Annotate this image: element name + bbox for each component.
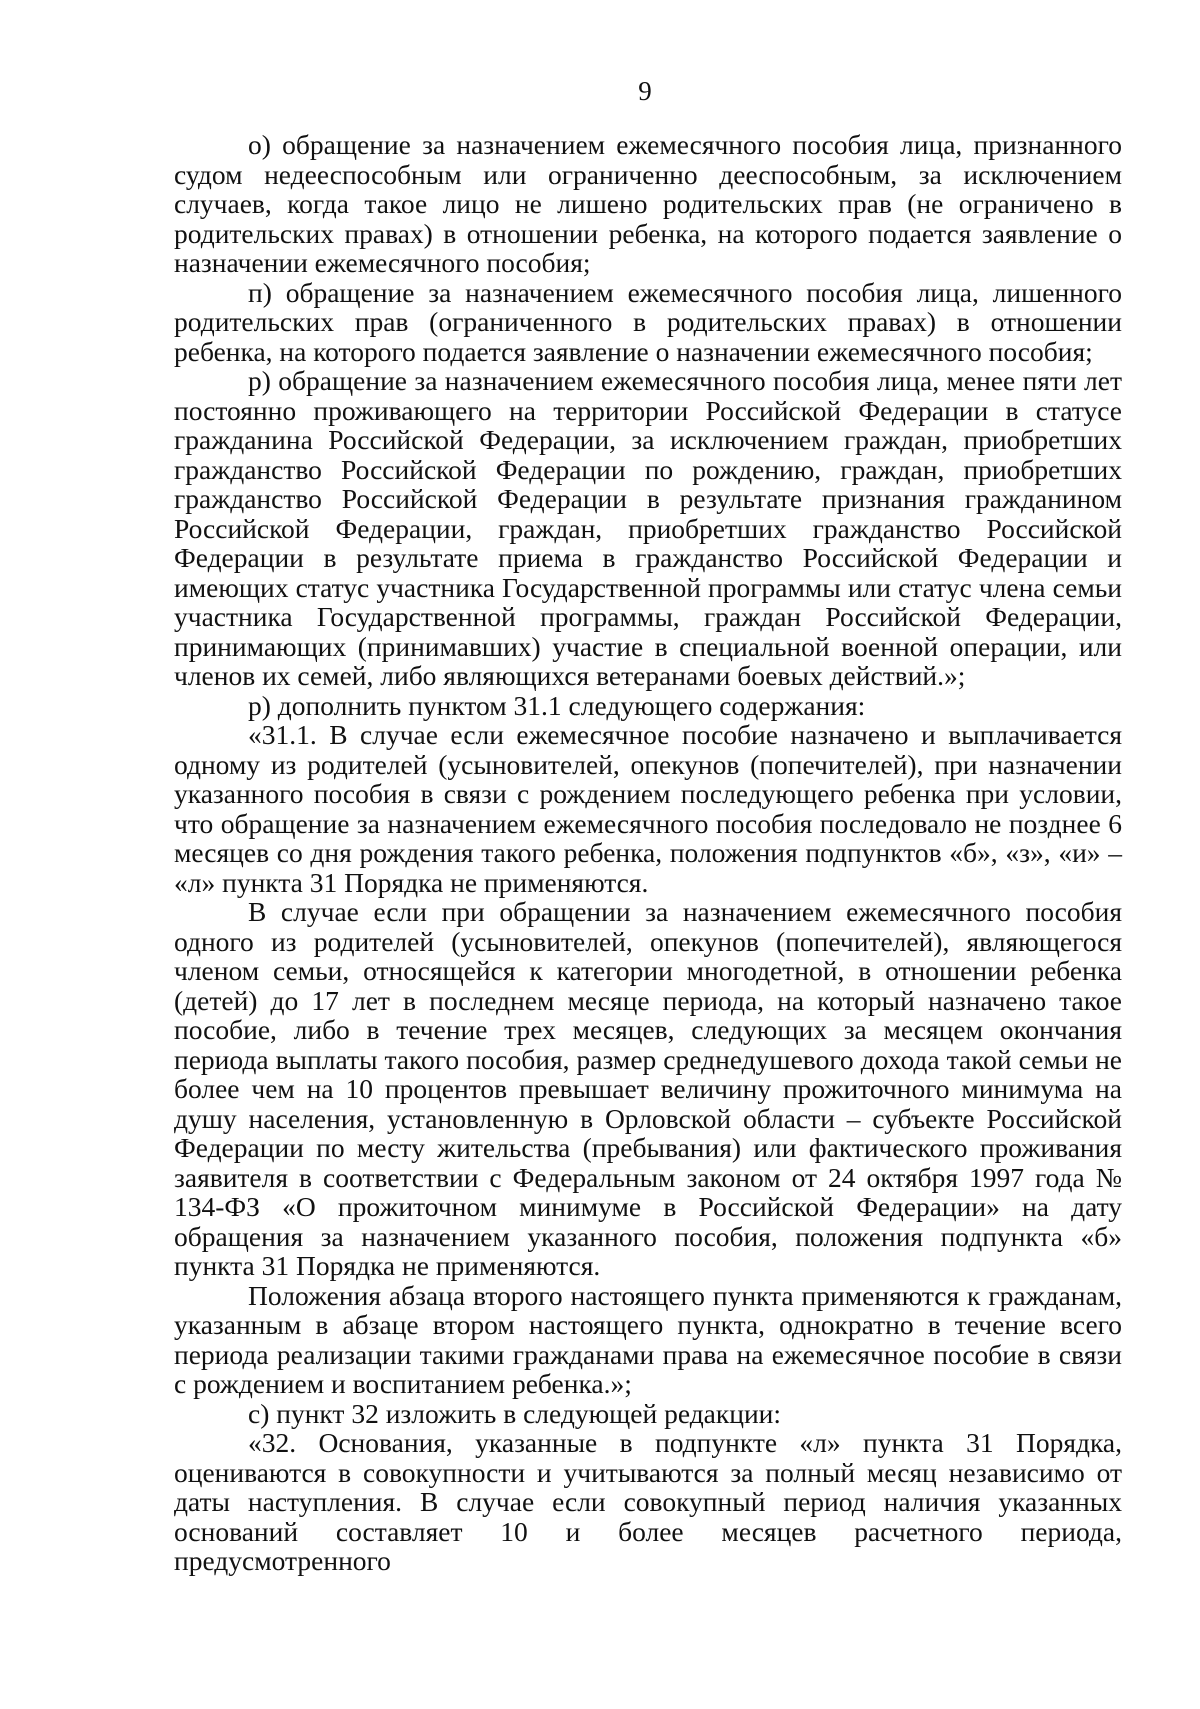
paragraph-r-amendment: р) дополнить пунктом 31.1 следующего содержания: — [248, 689, 866, 721]
paragraph-r: р) обращение за назначением ежемесячного пособия лица, менее пяти лет постоянно проживающего на территории Российской Федерации в статусе гражданина Российской Федерации, за исключением граждан, приобретших гражданство Российской Федерации по рождению, граждан, приобретших гражданство Российской Федерации в результате признания гражданином Российской Федерации, граждан, приобретших гражданство Российской Федерации в результате приема в гражданство Российской Федерации и имеющих статус участника Государственной программы или статус члена семьи участника Государственной программы, граждан Российской Федерации, принимающих (принимавших) участие в специальной военной операции, или членов их семей, либо являющихся ветеранами боевых действий.»; — [174, 365, 1122, 691]
paragraph-31-1: «31.1. В случае если ежемесячное пособие назначено и выплачивается одному из родителей (усыновителей, опекунов (попечителей), при назначении указанного пособия в связи с рождением последующего ребенка при условии, что обращение за назначением ежемесячного пособия последовало не позднее 6 месяцев со дня рождения такого ребенка, положения подпунктов «б», «з», «и» – «л» пункта 31 Порядка не применяются. — [174, 719, 1122, 898]
paragraph-31-1-second: В случае если при обращении за назначением ежемесячного пособия одного из родителей (усыновителей, опекунов (попечителей), являющегося членом семьи, относящейся к категории многодетной, в отношении ребенка (детей) до 17 лет в последнем месяце периода, на который назначено такое пособие, либо в течение трех месяцев, следующих за месяцем окончания периода выплаты такого пособия, размер среднедушевого дохода такой семьи не более чем на 10 процентов превышает величину прожиточного минимума на душу населения, установленную в Орловской области – субъекте Российской Федерации по месту жительства (пребывания) или фактического проживания заявителя в соответствии с Федеральным законом от 24 октября 1997 года № 134-ФЗ «О прожиточном минимуме в Российской Федерации» на дату обращения за назначением указанного пособия, положения подпункта «б» пункта 31 Порядка не применяются. — [174, 896, 1122, 1281]
paragraph-32: «32. Основания, указанные в подпункте «л» пункта 31 Порядка, оцениваются в совокупности и учитываются за полный месяц независимо от даты наступления. В случае если совокупный период наличия указанных оснований составляет 10 и более месяцев расчетного периода, предусмотренного — [174, 1427, 1122, 1576]
paragraph-o: о) обращение за назначением ежемесячного пособия лица, признанного судом недееспособным или ограниченно дееспособным, за исключением случаев, когда такое лицо не лишено родительских прав (не ограничено в родительских правах) в отношении ребенка, на которого подается заявление о назначении ежемесячного пособия; — [174, 129, 1122, 278]
paragraph-p: п) обращение за назначением ежемесячного пособия лица, лишенного родительских прав (ограниченного в родительских правах) в отношении ребенка, на которого подается заявление о назначении ежемесячного пособия; — [174, 276, 1122, 367]
page-number: 9 — [638, 76, 652, 106]
paragraph-31-1-third: Положения абзаца второго настоящего пункта применяются к гражданам, указанным в абзаце втором настоящего пункта, однократно в течение всего периода реализации такими гражданами права на ежемесячное пособие в связи с рождением и воспитанием ребенка.»; — [174, 1279, 1122, 1399]
paragraph-s-amendment: с) пункт 32 изложить в следующей редакции: — [248, 1397, 782, 1429]
document-body — [174, 130, 1122, 1576]
